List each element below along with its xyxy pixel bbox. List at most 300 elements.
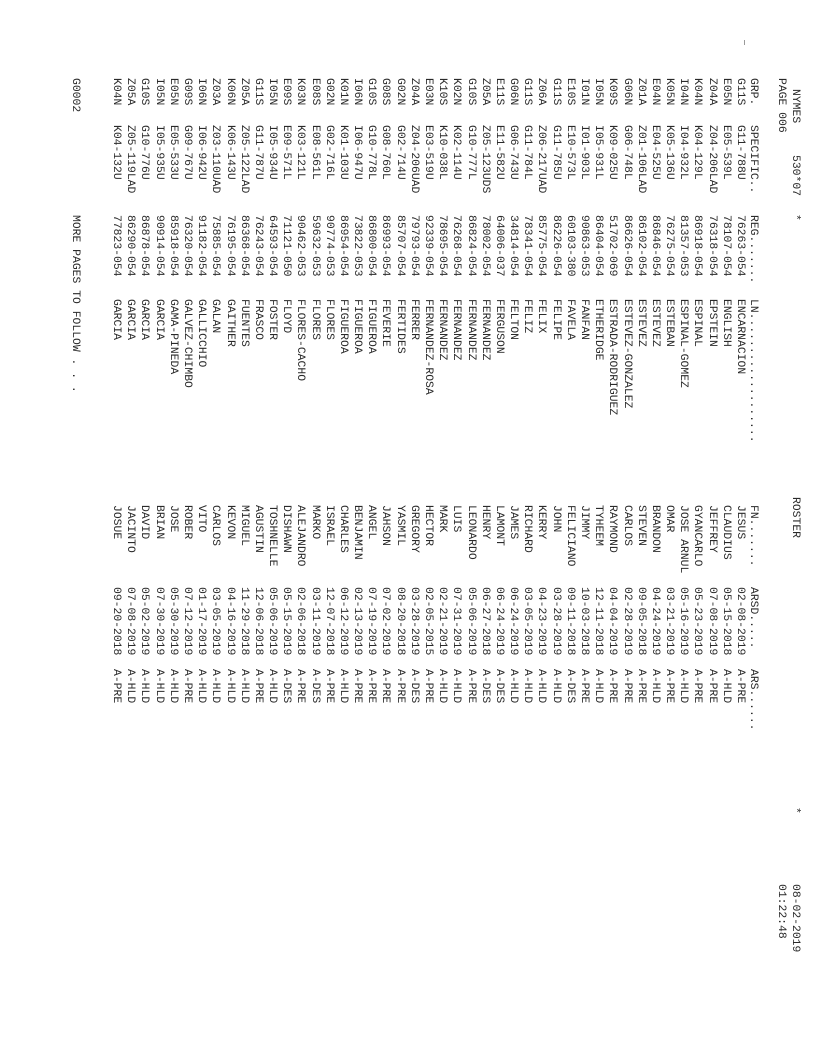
row-reg: 90863-053 — [578, 215, 591, 277]
row-reg: 51702-069 — [606, 215, 619, 277]
row-reg: 92339-054 — [422, 215, 435, 277]
report-system: NYMES — [789, 89, 801, 124]
row-grp: I06N — [195, 78, 208, 106]
row-status: A-PRE — [393, 669, 406, 704]
row-status: A-PRE — [705, 669, 718, 704]
row-specific: Z04-206LAD — [705, 125, 718, 194]
row-specific: Z06-217UAD — [535, 125, 548, 194]
row-first-name: BRANDON — [648, 505, 661, 553]
row-specific: E09-571L — [280, 125, 293, 180]
row-reg: 85918-054 — [166, 215, 179, 277]
row-specific: G11-787U — [251, 125, 264, 180]
row-first-name: DAVID — [138, 505, 151, 540]
row-specific: K04-129L — [691, 125, 704, 180]
row-reg: 86824-054 — [464, 215, 477, 277]
row-last-name: FEVERIE — [379, 299, 392, 347]
row-status: A-HLD — [223, 669, 236, 704]
row-reg: 86626-054 — [620, 215, 633, 277]
row-last-name: FERGUSON — [492, 299, 505, 354]
row-reg: 59632-053 — [308, 215, 321, 277]
report-time: 01:22:48 — [775, 884, 787, 939]
row-reg: 78695-054 — [436, 215, 449, 277]
row-reg: 34814-054 — [507, 215, 520, 277]
row-first-name: LAMONT — [492, 505, 505, 547]
row-grp: Z04A — [705, 78, 718, 106]
row-date: 07-31-2019 — [450, 587, 463, 656]
row-status: A-HLD — [138, 669, 151, 704]
row-date: 09-20-2018 — [110, 587, 123, 656]
row-status: A-PRE — [110, 669, 123, 704]
report-date: 08-02-2019 — [789, 884, 801, 953]
row-reg: 75885-054 — [209, 215, 222, 277]
row-last-name: ESTEVEZ — [648, 299, 661, 347]
row-last-name: ESTEBAN — [663, 299, 676, 347]
row-grp: Z05A — [237, 78, 250, 106]
row-status: A-PRE — [251, 669, 264, 704]
row-date: 05-15-2018 — [719, 587, 732, 656]
row-reg: 64006-037 — [492, 215, 505, 277]
row-reg: 64593-054 — [266, 215, 279, 277]
row-specific: G10-778L — [365, 125, 378, 180]
row-first-name: ANGEL — [365, 505, 378, 540]
row-date: 05-02-2019 — [138, 587, 151, 656]
row-grp: E04N — [648, 78, 661, 106]
row-specific: Z01-106LAD — [634, 125, 647, 194]
row-date: 07-02-2019 — [379, 587, 392, 656]
row-specific: G11-788U — [734, 125, 746, 180]
row-specific: G10-776U — [138, 125, 151, 180]
row-reg: 76243-054 — [251, 215, 264, 277]
row-date: 06-12-2019 — [336, 587, 349, 656]
row-reg: 60103-380 — [563, 215, 576, 277]
row-status: A-HLD — [237, 669, 250, 704]
row-status: A-DES — [308, 669, 321, 704]
report-page: PAGE 006 — [775, 78, 787, 133]
row-specific: E11-582U — [492, 125, 505, 180]
col-ln: LN................... — [747, 299, 759, 443]
row-status: A-PRE — [351, 669, 364, 704]
row-reg: 81357-053 — [677, 215, 690, 277]
row-date: 03-28-2019 — [407, 587, 420, 656]
row-last-name: FERNANDEZ-ROSA — [422, 299, 435, 395]
row-last-name: FELIPE — [549, 299, 562, 341]
row-status: A-HLD — [521, 669, 534, 704]
row-grp: K09S — [606, 78, 619, 106]
row-reg: 86954-054 — [336, 215, 349, 277]
row-first-name: JOHN — [549, 505, 562, 533]
row-reg: 76320-054 — [180, 215, 193, 277]
report-star-right: * — [789, 807, 801, 814]
row-last-name: FLOYD — [280, 299, 293, 334]
row-grp: I05N — [266, 78, 279, 106]
row-last-name: FERNANDEZ — [464, 299, 477, 361]
row-grp: E03N — [422, 78, 435, 106]
row-grp: I01N — [578, 78, 591, 106]
row-first-name: KEVON — [223, 505, 236, 540]
row-grp: G02N — [393, 78, 406, 106]
row-grp: E11S — [492, 78, 505, 106]
row-reg: 86918-054 — [691, 215, 704, 277]
row-specific: I06-942U — [195, 125, 208, 180]
row-status: A-PRE — [620, 669, 633, 704]
row-status: A-HLD — [266, 669, 279, 704]
row-specific: E10-573L — [563, 125, 576, 180]
row-last-name: FELIX — [535, 299, 548, 334]
row-date: 05-06-2019 — [266, 587, 279, 656]
row-date: 07-19-2019 — [365, 587, 378, 656]
row-first-name: OMAR — [663, 505, 676, 533]
row-first-name: RAYMOND — [606, 505, 619, 553]
row-first-name: BRIAN — [152, 505, 165, 540]
row-first-name: MARK — [436, 505, 449, 533]
row-last-name: GALVEZ-CHIMBO — [180, 299, 193, 388]
row-specific: I06-947U — [351, 125, 364, 180]
col-reg: REG....... — [747, 215, 759, 284]
row-date: 02-21-2019 — [436, 587, 449, 656]
row-grp: Z05A — [124, 78, 137, 106]
row-first-name: DISHAWN — [280, 505, 293, 553]
row-grp: I04N — [677, 78, 690, 106]
row-last-name: GARCIA — [138, 299, 151, 341]
row-reg: 86800-054 — [365, 215, 378, 277]
row-grp: E05N — [719, 78, 732, 106]
row-reg: 86226-054 — [549, 215, 562, 277]
row-specific: E08-561L — [308, 125, 321, 180]
row-status: A-PRE — [578, 669, 591, 704]
row-last-name: ESPINAL — [691, 299, 704, 347]
row-grp: E05N — [166, 78, 179, 106]
row-reg: 90774-053 — [322, 215, 335, 277]
row-specific: I04-932L — [677, 125, 690, 180]
row-grp: K04N — [110, 78, 123, 106]
row-status: A-HLD — [719, 669, 732, 704]
row-specific: K05-136U — [663, 125, 676, 180]
row-grp: I05N — [592, 78, 605, 106]
row-specific: E05-539L — [719, 125, 732, 180]
row-status: A-DES — [280, 669, 293, 704]
row-reg: 90914-054 — [152, 215, 165, 277]
row-last-name: ENGLISH — [719, 299, 732, 347]
row-reg: 79793-054 — [407, 215, 420, 277]
row-date: 02-06-2018 — [294, 587, 307, 656]
row-date: 01-17-2019 — [195, 587, 208, 656]
row-status: A-HLD — [166, 669, 179, 704]
row-reg: 76195-054 — [223, 215, 236, 277]
row-date: 04-04-2019 — [606, 587, 619, 656]
row-last-name: FELIZ — [521, 299, 534, 334]
row-status: A-HLD — [209, 669, 222, 704]
row-status: A-PRE — [322, 669, 335, 704]
row-specific: K01-103U — [336, 125, 349, 180]
row-last-name: GALLICCHIO — [195, 299, 208, 368]
row-status: A-HLD — [195, 669, 208, 704]
row-date: 06-24-2019 — [507, 587, 520, 656]
row-grp: K01N — [336, 78, 349, 106]
row-last-name: ESTEVEZ — [634, 299, 647, 347]
row-first-name: KERRY — [535, 505, 548, 540]
row-grp: G11S — [521, 78, 534, 106]
row-first-name: LEONARDO — [464, 505, 477, 560]
row-grp: G11S — [734, 78, 746, 106]
col-specific: SPECIFIC.. — [747, 125, 759, 194]
row-reg: 78107-054 — [719, 215, 732, 277]
row-last-name: GAMA-PINEDA — [166, 299, 179, 375]
row-grp: E09S — [280, 78, 293, 106]
row-date: 07-08-2019 — [124, 587, 137, 656]
row-first-name: JESUS — [734, 505, 746, 540]
row-date: 06-24-2019 — [492, 587, 505, 656]
row-grp: Z03A — [209, 78, 222, 106]
row-status: A-HLD — [124, 669, 137, 704]
row-first-name: LUIS — [450, 505, 463, 533]
row-grp: G09S — [180, 78, 193, 106]
row-date: 03-05-2019 — [521, 587, 534, 656]
report-star-left: * — [789, 214, 801, 221]
row-specific: G06-748L — [620, 125, 633, 180]
row-specific: E04-525U — [648, 125, 661, 180]
row-reg: 91182-054 — [195, 215, 208, 277]
row-specific: G11-785U — [549, 125, 562, 180]
row-first-name: AGUSTIN — [251, 505, 264, 553]
row-date: 11-29-2018 — [237, 587, 250, 656]
row-status: A-PRE — [294, 669, 307, 704]
row-grp: Z01A — [634, 78, 647, 106]
row-specific: I05-931L — [592, 125, 605, 180]
row-status: A-PRE — [663, 669, 676, 704]
row-reg: 71121-050 — [280, 215, 293, 277]
row-grp: G08S — [379, 78, 392, 106]
row-date: 02-08-2019 — [734, 587, 746, 656]
row-last-name: ESPINAL-GOMEZ — [677, 299, 690, 388]
row-date: 09-11-2018 — [563, 587, 576, 656]
row-date: 07-12-2019 — [180, 587, 193, 656]
row-grp: Z06A — [535, 78, 548, 106]
row-specific: I05-935U — [152, 125, 165, 180]
row-date: 07-08-2019 — [705, 587, 718, 656]
row-last-name: GAITHER — [223, 299, 236, 347]
report-job: 530*07 — [789, 155, 801, 197]
col-arsd: ARSD..... — [747, 587, 759, 649]
row-date: 02-28-2019 — [620, 587, 633, 656]
row-reg: 86993-054 — [379, 215, 392, 277]
row-last-name: ESTEVEZ-GONZALEZ — [620, 299, 633, 409]
row-grp: K06N — [223, 78, 236, 106]
row-status: A-DES — [563, 669, 576, 704]
row-grp: K04N — [691, 78, 704, 106]
row-date: 05-06-2019 — [464, 587, 477, 656]
row-last-name: ESTRADA-RODRIGUEZ — [606, 299, 619, 416]
row-grp: E08S — [308, 78, 321, 106]
row-first-name: GREGORY — [407, 505, 420, 553]
footer-more-pages: MORE PAGES TO FOLLOW . . . — [69, 215, 81, 393]
row-grp: G06N — [507, 78, 520, 106]
row-first-name: JOSUE — [110, 505, 123, 540]
row-first-name: HENRY — [478, 505, 491, 540]
row-reg: 76318-054 — [705, 215, 718, 277]
row-reg: 76268-054 — [450, 215, 463, 277]
row-date: 03-11-2019 — [308, 587, 321, 656]
margin-tick — [744, 40, 745, 45]
row-specific: K09-025U — [606, 125, 619, 180]
row-date: 12-07-2018 — [322, 587, 335, 656]
row-first-name: CARLOS — [620, 505, 633, 547]
row-first-name: TYHEEM — [592, 505, 605, 547]
row-first-name: RICHARD — [521, 505, 534, 553]
row-date: 05-15-2019 — [280, 587, 293, 656]
row-specific: G06-743U — [507, 125, 520, 180]
row-date: 12-11-2018 — [592, 587, 605, 656]
row-status: A-PRE — [422, 669, 435, 704]
row-first-name: YASMIL — [393, 505, 406, 547]
row-first-name: CHARLES — [336, 505, 349, 553]
col-grp: GRP. — [747, 78, 759, 106]
row-first-name: FELICIANO — [563, 505, 576, 567]
row-status: A-PRE — [691, 669, 704, 704]
row-reg: 85707-054 — [393, 215, 406, 277]
row-last-name: FIGUEROA — [336, 299, 349, 354]
row-status: A-HLD — [549, 669, 562, 704]
row-specific: G09-767U — [180, 125, 193, 180]
row-reg: 86102-054 — [634, 215, 647, 277]
row-specific: K06-143U — [223, 125, 236, 180]
row-last-name: FLORES-CACHO — [294, 299, 307, 382]
row-first-name: VITO — [195, 505, 208, 533]
row-first-name: JEFFREY — [705, 505, 718, 553]
row-status: A-HLD — [507, 669, 520, 704]
row-first-name: STEVEN — [634, 505, 647, 547]
row-last-name: EPSTEIN — [705, 299, 718, 347]
row-specific: G02-714U — [393, 125, 406, 180]
row-first-name: GYANCARLO — [691, 505, 704, 567]
row-first-name: JACINTO — [124, 505, 137, 553]
row-grp: E10S — [563, 78, 576, 106]
row-reg: 78341-054 — [521, 215, 534, 277]
row-specific: Z05-123UDS — [478, 125, 491, 194]
row-last-name: ETHERIDGE — [592, 299, 605, 361]
row-last-name: FERRER — [407, 299, 420, 341]
row-first-name: JIMMY — [578, 505, 591, 540]
column-header-row — [746, 0, 760, 731]
row-status: A-PRE — [606, 669, 619, 704]
row-status: A-PRE — [464, 669, 477, 704]
row-specific: Z05-119LAD — [124, 125, 137, 194]
row-date: 04-23-2019 — [535, 587, 548, 656]
row-last-name: FRASCO — [251, 299, 264, 341]
row-grp: G10S — [138, 78, 151, 106]
row-specific: G10-777L — [464, 125, 477, 180]
row-last-name: FOSTER — [266, 299, 279, 341]
row-first-name: MIGUEL — [237, 505, 250, 547]
row-last-name: ENCARNACION — [734, 299, 746, 375]
row-grp: K10S — [436, 78, 449, 106]
row-reg: 78002-054 — [478, 215, 491, 277]
row-last-name: FIGUEROA — [351, 299, 364, 354]
row-date: 12-06-2018 — [251, 587, 264, 656]
row-date: 10-03-2018 — [578, 587, 591, 656]
row-grp: K05N — [663, 78, 676, 106]
footer-code: G0002 — [69, 78, 81, 113]
row-last-name: FANFAN — [578, 299, 591, 341]
row-specific: Z03-110UAD — [209, 125, 222, 194]
row-status: A-PRE — [734, 669, 746, 704]
row-status: A-HLD — [450, 669, 463, 704]
row-date: 05-16-2019 — [677, 587, 690, 656]
row-last-name: FERNANDEZ — [450, 299, 463, 361]
row-grp: K03N — [294, 78, 307, 106]
row-reg: 73822-053 — [351, 215, 364, 277]
row-first-name: CARLOS — [209, 505, 222, 547]
row-specific: E03-519U — [422, 125, 435, 180]
row-first-name: JOSE ARNUL — [677, 505, 690, 574]
row-last-name: GARCIA — [110, 299, 123, 341]
row-last-name: FIGUEROA — [365, 299, 378, 354]
col-ars: ARS...... — [747, 669, 759, 731]
row-reg: 86846-054 — [648, 215, 661, 277]
row-grp: G10S — [365, 78, 378, 106]
row-status: A-PRE — [634, 669, 647, 704]
row-first-name: ISRAEL — [322, 505, 335, 547]
row-date: 04-16-2019 — [223, 587, 236, 656]
row-specific: G02-716L — [322, 125, 335, 180]
report-title: ROSTER — [789, 497, 801, 539]
row-last-name: GALAN — [209, 299, 222, 334]
row-reg: 85775-054 — [535, 215, 548, 277]
row-first-name: TOSHNELLE — [266, 505, 279, 567]
row-first-name: ALEJANDRO — [294, 505, 307, 567]
row-grp: I05N — [152, 78, 165, 106]
row-reg: 77823-054 — [110, 215, 123, 277]
row-grp: I06N — [351, 78, 364, 106]
row-specific: Z04-206UAD — [407, 125, 420, 194]
row-first-name: BENJAMIN — [351, 505, 364, 560]
row-reg: 86290-054 — [124, 215, 137, 277]
row-first-name: ROBER — [180, 505, 193, 540]
row-status: A-DES — [492, 669, 505, 704]
row-last-name: FERTIDES — [393, 299, 406, 354]
row-grp: G06N — [620, 78, 633, 106]
row-date: 03-21-2019 — [663, 587, 676, 656]
row-last-name: FUENTES — [237, 299, 250, 347]
row-last-name: GARCIA — [152, 299, 165, 341]
row-grp: Z05A — [478, 78, 491, 106]
row-last-name: FLORES — [322, 299, 335, 341]
row-last-name: FLORES — [308, 299, 321, 341]
row-date: 08-20-2018 — [393, 587, 406, 656]
row-specific: G08-760L — [379, 125, 392, 180]
row-grp: K02N — [450, 78, 463, 106]
row-date: 02-05-2015 — [422, 587, 435, 656]
row-specific: G11-784L — [521, 125, 534, 180]
row-status: A-PRE — [365, 669, 378, 704]
row-specific: K04-132U — [110, 125, 123, 180]
row-specific: I05-934U — [266, 125, 279, 180]
row-status: A-PRE — [180, 669, 193, 704]
row-specific: I01-903L — [578, 125, 591, 180]
row-last-name: GARCIA — [124, 299, 137, 341]
row-status: A-DES — [407, 669, 420, 704]
row-last-name: FAVELA — [563, 299, 576, 341]
row-specific: K10-038L — [436, 125, 449, 180]
row-date: 09-05-2018 — [634, 587, 647, 656]
row-reg: 90462-053 — [294, 215, 307, 277]
row-grp: G11S — [251, 78, 264, 106]
row-status: A-PRE — [379, 669, 392, 704]
row-reg: 76263-054 — [734, 215, 746, 277]
row-status: A-DES — [478, 669, 491, 704]
row-last-name: FELTON — [507, 299, 520, 341]
row-reg: 76275-054 — [663, 215, 676, 277]
row-specific: K02-114U — [450, 125, 463, 180]
